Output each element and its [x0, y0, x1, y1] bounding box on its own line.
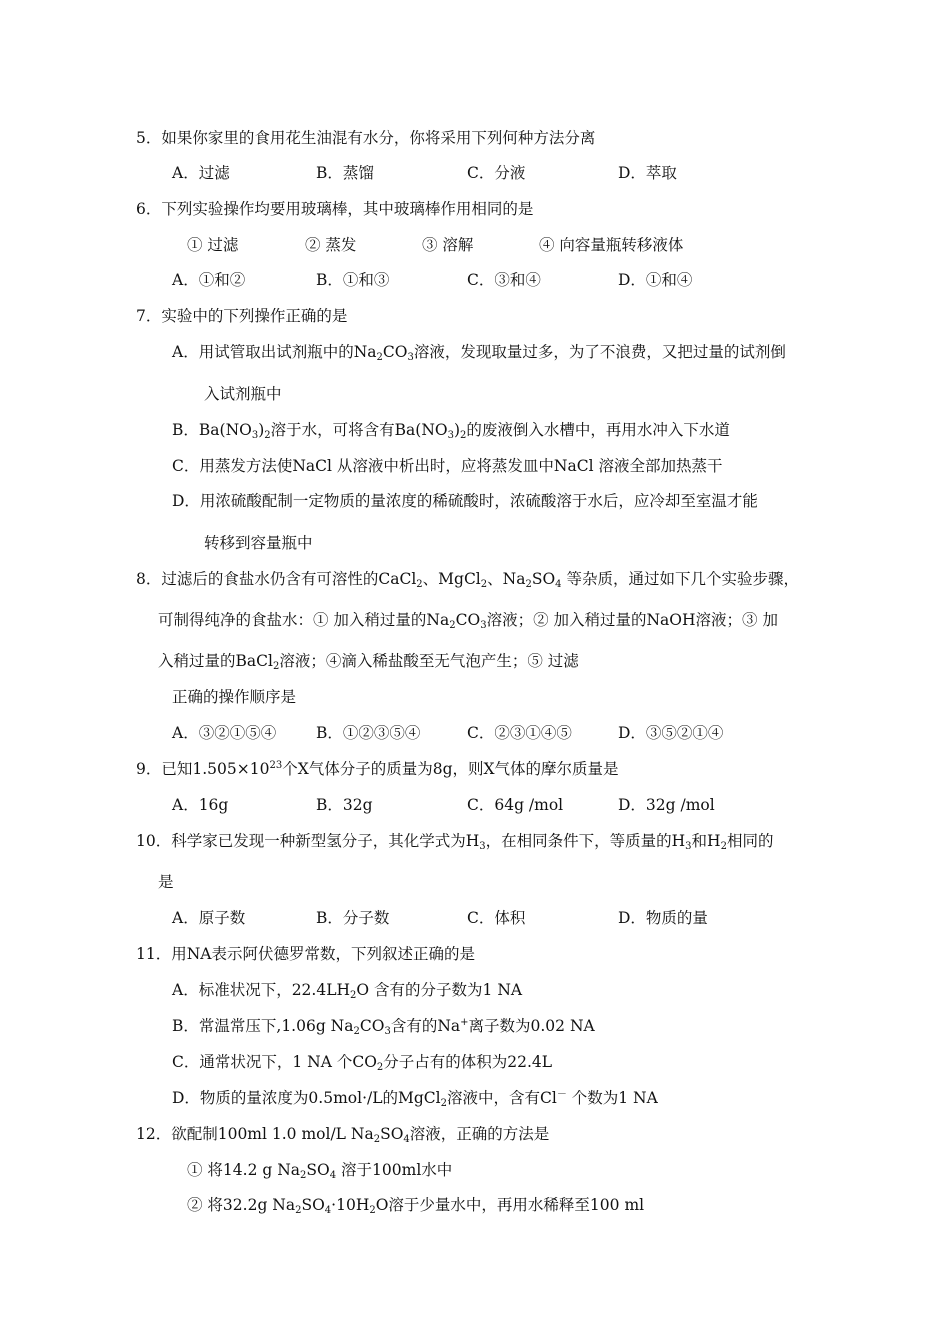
q8-option-a: A．③②①⑤④ [172, 724, 277, 742]
q6-step-1: ① 过滤 [187, 236, 239, 254]
q6-step-3: ③ 溶解 [422, 236, 474, 254]
q11-option-b: B．常温常压下,1.06g $Na_2CO_3$含有的Na+离子数为0.02 NA [172, 1017, 595, 1037]
q5-option-d: D．萃取 [618, 164, 677, 182]
q7-option-d-line1: D．用浓硫酸配制一定物质的量浓度的稀硫酸时，浓硫酸溶于水后，应冷却至室温才能 [172, 492, 758, 510]
q7-option-a-line2: 入试剂瓶中 [204, 385, 282, 403]
q9-option-b: B．32g [316, 796, 373, 814]
q10-option-d: D．物质的量 [618, 909, 708, 927]
q6-steps [0, 235, 950, 255]
q7-option-a-line1: A．用试管取出试剂瓶中的$Na_2CO_3$溶液，发现取量过多，为了不浪费，又把过量的试剂倒 [172, 343, 786, 363]
q10-stem-line1: 10．科学家已发现一种新型氢分子，其化学式为$H_3$，在相同条件下，等质量的$H_3$和$H_2$相同的 [136, 832, 774, 852]
q9-option-a: A．16g [172, 796, 229, 814]
q7-stem: 7．实验中的下列操作正确的是 [136, 307, 348, 325]
q6-option-b: B．①和③ [316, 271, 390, 289]
q6-stem: 6．下列实验操作均要用玻璃棒，其中玻璃棒作用相同的是 [136, 200, 534, 218]
q8-option-d: D．③⑤②①④ [618, 724, 724, 742]
q6-option-a: A．①和② [172, 271, 246, 289]
q8-stem-line4: 正确的操作顺序是 [172, 688, 297, 706]
q10-option-c: C．体积 [467, 909, 526, 927]
q11-option-a: A．标准状况下，$22.4LH_2O$ 含有的分子数为1 NA [172, 981, 523, 1001]
q5-options [0, 163, 950, 183]
q8-stem-line3: 入稍过量的BaCl$_2$溶液；④滴入稀盐酸至无气泡产生；⑤ 过滤 [158, 652, 579, 672]
q6-options [0, 270, 950, 290]
q5-option-c: C．分液 [467, 164, 526, 182]
q8-option-b: B．①②③⑤④ [316, 724, 421, 742]
q12-stem: 12．欲配制100ml 1.0 mol/L $Na_2SO_4$溶液，正确的方法是 [136, 1125, 550, 1145]
q8-stem-line1: 8．过滤后的食盐水仍含有可溶性的CaCl$_2$、MgCl$_2$、$Na_2SO_4$ 等杂质，通过如下几个实验步骤， [136, 570, 799, 590]
q10-options [0, 908, 950, 928]
q10-option-a: A．原子数 [172, 909, 246, 927]
q9-option-c: C．64g /mol [467, 796, 564, 814]
q7-option-c: C．用蒸发方法使NaCl 从溶液中析出时，应将蒸发皿中NaCl 溶液全部加热蒸干 [172, 457, 723, 475]
q11-option-d: D．物质的量浓度为0.5mol·/L的MgCl$_2$溶液中，含有Cl－ 个数为1 NA [172, 1089, 658, 1109]
q8-options [0, 723, 950, 743]
q11-option-c: C．通常状况下，1 NA 个$CO_2$分子占有的体积为22.4L [172, 1053, 553, 1073]
q7-option-d-line2: 转移到容量瓶中 [204, 534, 313, 552]
q11-stem: 11．用NA表示阿伏德罗常数，下列叙述正确的是 [136, 945, 475, 963]
q8-option-c: C．②③①④⑤ [467, 724, 572, 742]
q9-options [0, 795, 950, 815]
q5-option-a: A．过滤 [172, 164, 230, 182]
q10-stem-line2: 是 [158, 873, 174, 891]
q5-stem: 5．如果你家里的食用花生油混有水分，你将采用下列何种方法分离 [136, 129, 596, 147]
q9-option-d: D．32g /mol [618, 796, 715, 814]
q6-option-d: D．①和④ [618, 271, 693, 289]
q12-method-1: ① 将14.2 g $Na_2SO_4$ 溶于100ml水中 [187, 1161, 453, 1181]
q12-method-2: ② 将32.2g $Na_2SO_4\cdot 10H_2O$溶于少量水中，再用水稀释至100 ml [187, 1196, 645, 1216]
q8-stem-line2: 可制得纯净的食盐水：① 加入稍过量的$Na_2CO_3$溶液；② 加入稍过量的NaOH溶液；③ 加 [158, 611, 778, 631]
q9-stem: 9．已知$1.505\times 10^{23}$个X气体分子的质量为8g，则X气体的摩尔质量是 [136, 760, 619, 778]
q5-option-b: B．蒸馏 [316, 164, 374, 182]
q6-option-c: C．③和④ [467, 271, 541, 289]
q10-option-b: B．分子数 [316, 909, 390, 927]
q7-option-b: B．$Ba(NO_3)_2$溶于水，可将含有$Ba(NO_3)_2$的废液倒入水槽中，再用水冲入下水道 [172, 421, 730, 441]
q6-step-4: ④ 向容量瓶转移液体 [539, 236, 684, 254]
q6-step-2: ② 蒸发 [305, 236, 357, 254]
